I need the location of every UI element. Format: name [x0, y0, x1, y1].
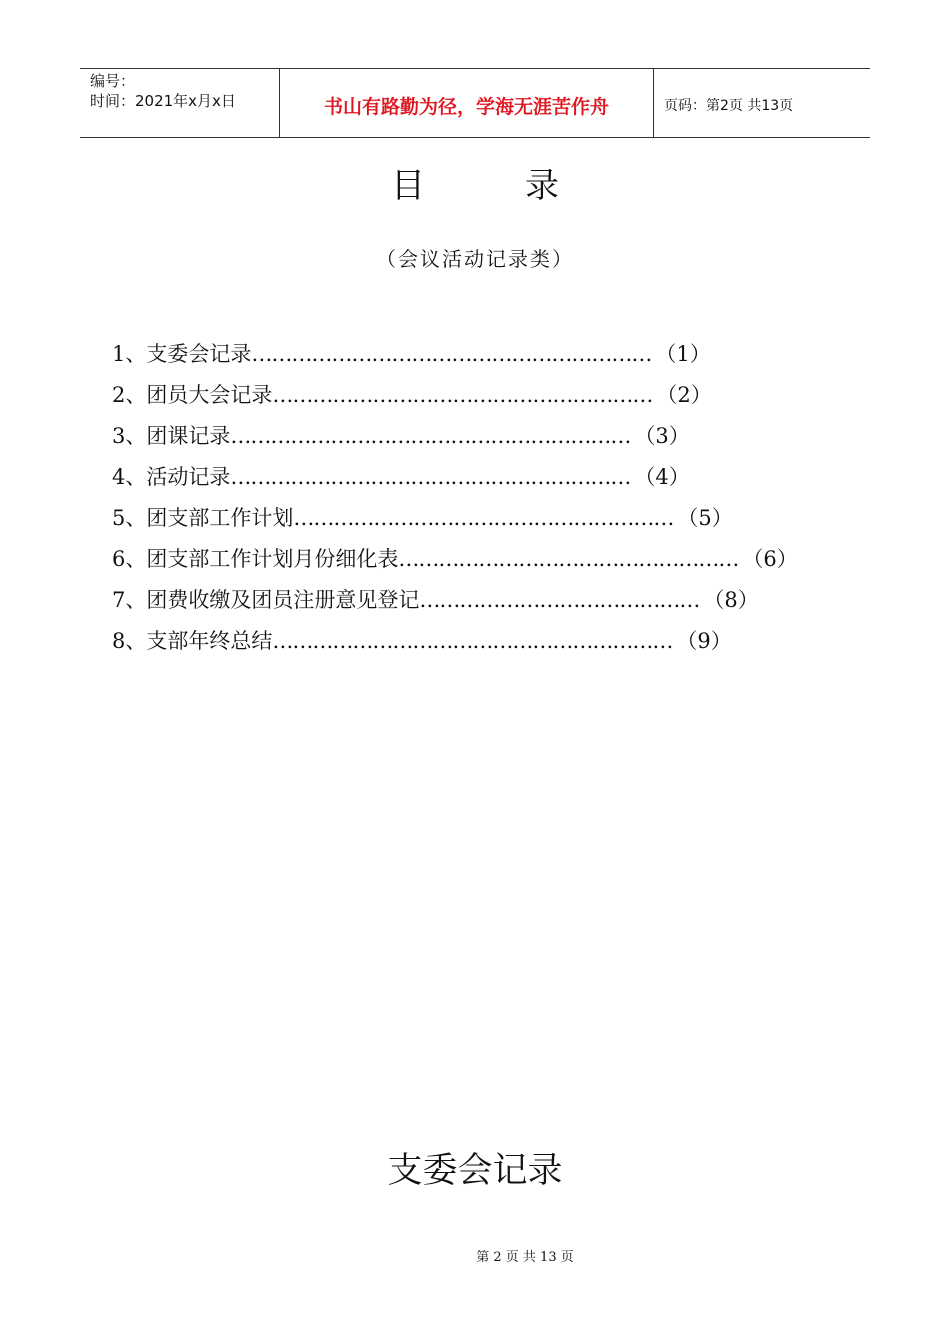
toc-item-label: 2、团员大会记录 — [112, 383, 273, 407]
toc-item-page: （9） — [676, 629, 732, 653]
number-label: 编号： — [90, 72, 136, 90]
time-label: 时间：2021年x月x日 — [90, 92, 236, 110]
toc-leader-dots: …………………………………………………… — [230, 424, 631, 448]
toc-leader-dots: …………………………………… — [419, 588, 700, 612]
toc-item-page: （3） — [634, 424, 690, 448]
header-left-cell — [80, 69, 280, 137]
toc-item-label: 5、团支部工作计划 — [112, 506, 294, 530]
toc-item-label: 6、团支部工作计划月份细化表 — [112, 547, 399, 571]
toc-item[interactable] — [112, 502, 812, 543]
toc-item-page: （1） — [655, 342, 711, 366]
toc-leader-dots: ………………………………………………… — [272, 383, 653, 407]
toc-item[interactable] — [112, 420, 812, 461]
toc-leader-dots: …………………………………………… — [398, 547, 739, 571]
toc-item[interactable] — [112, 338, 812, 379]
toc-item-label: 8、支部年终总结 — [112, 629, 273, 653]
toc-title: 目录 — [391, 166, 659, 206]
toc-item[interactable] — [112, 584, 812, 625]
toc-subtitle: （会议活动记录类） — [376, 247, 574, 271]
header-page-info: 页码：第2页 共13页 — [664, 98, 794, 114]
toc-item-page: （2） — [656, 383, 712, 407]
page-footer: 第 2 页 共 13 页 — [476, 1250, 574, 1265]
toc-item-page: （4） — [634, 465, 690, 489]
page-header — [80, 68, 870, 138]
toc-item-label: 1、支委会记录 — [112, 342, 252, 366]
toc-leader-dots: ………………………………………………… — [293, 506, 674, 530]
toc-item[interactable] — [112, 625, 812, 666]
toc-leader-dots: …………………………………………………… — [272, 629, 673, 653]
toc-item[interactable] — [112, 543, 812, 584]
header-motto: 书山有路勤为径，学海无涯苦作舟 — [280, 69, 654, 137]
toc-item-label: 4、活动记录 — [112, 465, 231, 489]
toc-item-page: （8） — [703, 588, 759, 612]
toc-item-page: （6） — [742, 547, 798, 571]
toc-leader-dots: …………………………………………………… — [230, 465, 631, 489]
toc-item-label: 3、团课记录 — [112, 424, 231, 448]
toc-leader-dots: …………………………………………………… — [251, 342, 652, 366]
toc-list — [112, 338, 812, 666]
toc-item[interactable] — [112, 461, 812, 502]
toc-item-label: 7、团费收缴及团员注册意见登记 — [112, 588, 420, 612]
toc-item-page: （5） — [677, 506, 733, 530]
toc-item[interactable] — [112, 379, 812, 420]
section-title: 支委会记录 — [387, 1151, 563, 1191]
